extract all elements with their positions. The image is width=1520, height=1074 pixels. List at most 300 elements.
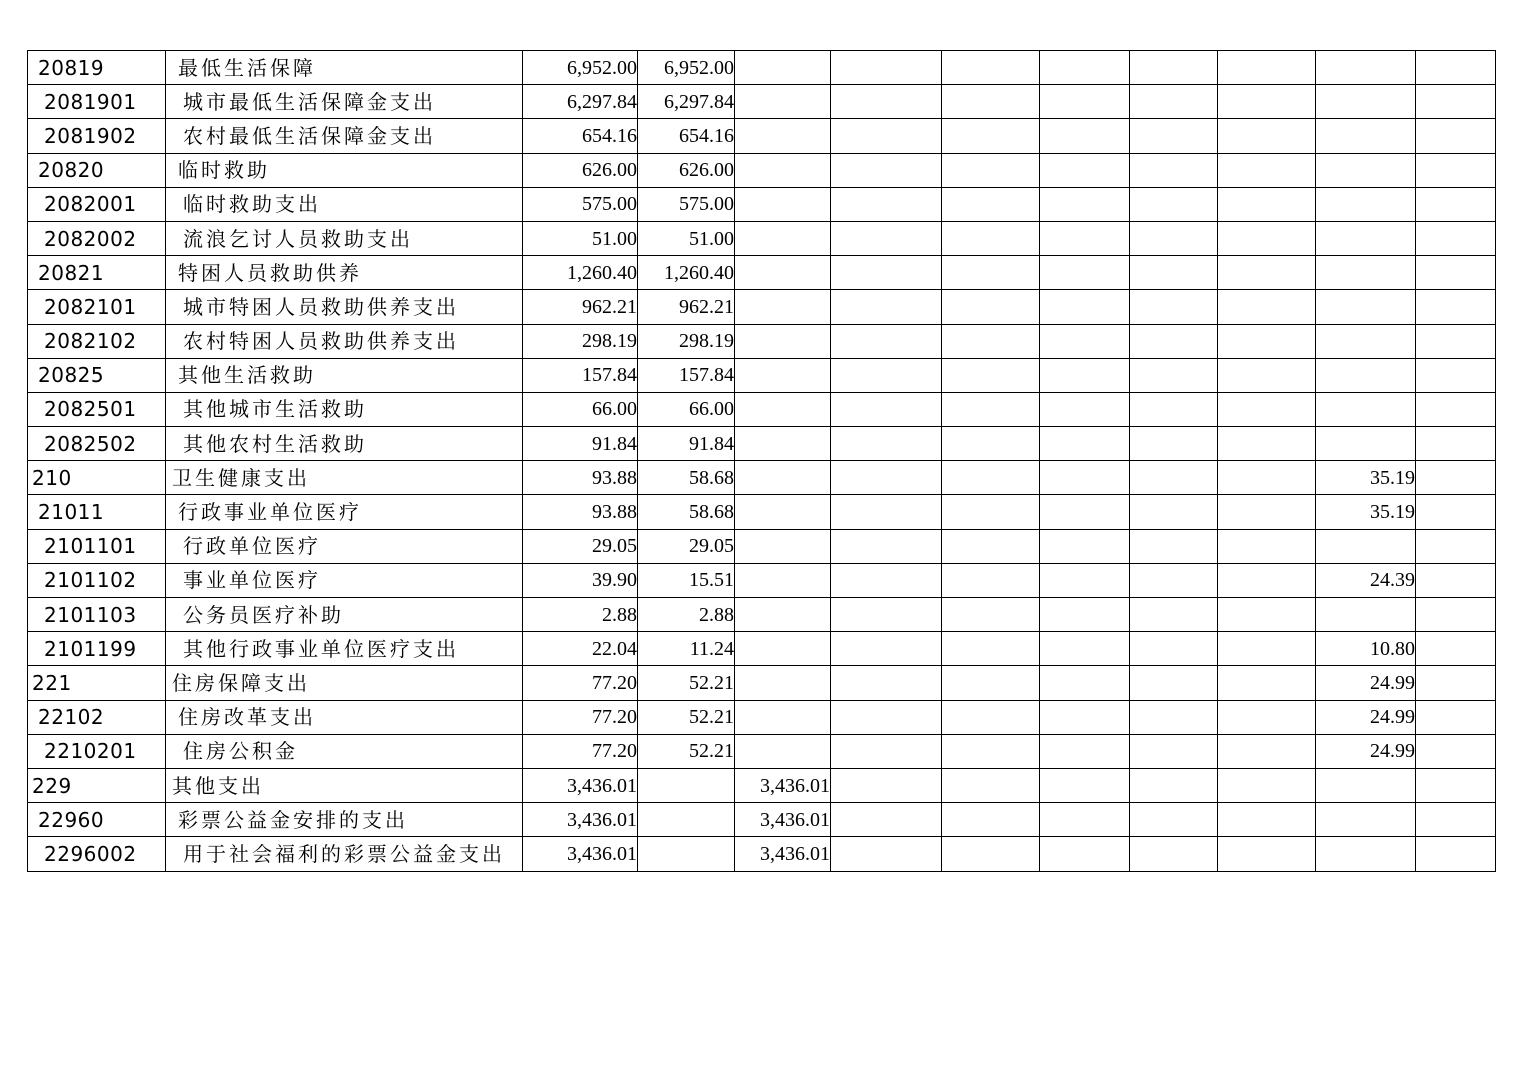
amount-cell xyxy=(1316,768,1416,802)
amount-cell xyxy=(831,598,942,632)
amount-cell: 3,436.01 xyxy=(735,803,831,837)
amount-cell xyxy=(942,256,1040,290)
amount-cell xyxy=(1218,632,1316,666)
amount-cell xyxy=(1130,632,1218,666)
amount-cell xyxy=(1130,153,1218,187)
amount-cell: 3,436.01 xyxy=(735,768,831,802)
amount-cell xyxy=(1130,119,1218,153)
amount-cell xyxy=(1218,392,1316,426)
amount-cell: 52.21 xyxy=(638,700,735,734)
amount-cell xyxy=(831,187,942,221)
amount-cell xyxy=(1040,700,1130,734)
amount-cell xyxy=(1130,700,1218,734)
amount-cell xyxy=(735,461,831,495)
subject-name-cell: 最低生活保障 xyxy=(166,51,523,85)
amount-cell xyxy=(1040,632,1130,666)
amount-cell xyxy=(942,495,1040,529)
amount-cell xyxy=(1316,803,1416,837)
subject-name-cell: 农村最低生活保障金支出 xyxy=(166,119,523,153)
table-row xyxy=(28,427,1496,461)
amount-cell: 3,436.01 xyxy=(523,803,638,837)
subject-code-cell: 229 xyxy=(28,768,166,802)
table-row xyxy=(28,153,1496,187)
amount-cell xyxy=(831,119,942,153)
amount-cell xyxy=(831,529,942,563)
amount-cell xyxy=(1130,256,1218,290)
subject-code-cell: 22960 xyxy=(28,803,166,837)
amount-cell xyxy=(1040,85,1130,119)
subject-code-cell: 21011 xyxy=(28,495,166,529)
amount-cell xyxy=(831,495,942,529)
table-row xyxy=(28,119,1496,153)
amount-cell xyxy=(1130,187,1218,221)
subject-name-cell: 临时救助 xyxy=(166,153,523,187)
amount-cell xyxy=(1218,221,1316,255)
amount-cell xyxy=(942,221,1040,255)
amount-cell: 77.20 xyxy=(523,700,638,734)
amount-cell xyxy=(831,51,942,85)
amount-cell: 3,436.01 xyxy=(735,837,831,871)
amount-cell xyxy=(831,803,942,837)
amount-cell xyxy=(1218,529,1316,563)
amount-cell xyxy=(942,290,1040,324)
amount-cell: 2.88 xyxy=(523,598,638,632)
table-row xyxy=(28,392,1496,426)
amount-cell xyxy=(1218,598,1316,632)
amount-cell xyxy=(735,153,831,187)
amount-cell: 10.80 xyxy=(1316,632,1416,666)
amount-cell xyxy=(942,51,1040,85)
amount-cell xyxy=(1130,221,1218,255)
amount-cell xyxy=(1416,51,1496,85)
amount-cell xyxy=(831,734,942,768)
amount-cell xyxy=(1316,51,1416,85)
amount-cell xyxy=(1040,187,1130,221)
amount-cell xyxy=(1416,495,1496,529)
amount-cell: 77.20 xyxy=(523,666,638,700)
amount-cell xyxy=(1040,153,1130,187)
amount-cell xyxy=(1040,461,1130,495)
amount-cell xyxy=(1316,153,1416,187)
amount-cell xyxy=(942,666,1040,700)
amount-cell xyxy=(942,187,1040,221)
amount-cell xyxy=(1416,290,1496,324)
amount-cell: 575.00 xyxy=(638,187,735,221)
amount-cell xyxy=(1130,324,1218,358)
amount-cell xyxy=(831,392,942,426)
amount-cell xyxy=(1218,768,1316,802)
amount-cell xyxy=(1040,563,1130,597)
amount-cell: 6,297.84 xyxy=(523,85,638,119)
amount-cell xyxy=(831,700,942,734)
subject-name-cell: 其他支出 xyxy=(166,768,523,802)
amount-cell xyxy=(1316,85,1416,119)
amount-cell xyxy=(1218,700,1316,734)
subject-code-cell: 221 xyxy=(28,666,166,700)
amount-cell xyxy=(735,734,831,768)
amount-cell: 3,436.01 xyxy=(523,837,638,871)
amount-cell xyxy=(831,461,942,495)
amount-cell xyxy=(735,392,831,426)
subject-code-cell: 2081901 xyxy=(28,85,166,119)
amount-cell xyxy=(1040,529,1130,563)
subject-code-cell: 20825 xyxy=(28,358,166,392)
subject-name-cell: 其他农村生活救助 xyxy=(166,427,523,461)
amount-cell: 298.19 xyxy=(523,324,638,358)
amount-cell: 575.00 xyxy=(523,187,638,221)
amount-cell xyxy=(1130,461,1218,495)
amount-cell xyxy=(1416,85,1496,119)
amount-cell: 654.16 xyxy=(523,119,638,153)
amount-cell: 24.39 xyxy=(1316,563,1416,597)
amount-cell xyxy=(1040,427,1130,461)
subject-code-cell: 2101199 xyxy=(28,632,166,666)
amount-cell xyxy=(1218,290,1316,324)
table-row xyxy=(28,529,1496,563)
subject-name-cell: 行政事业单位医疗 xyxy=(166,495,523,529)
amount-cell xyxy=(1416,153,1496,187)
amount-cell xyxy=(831,256,942,290)
subject-code-cell: 2296002 xyxy=(28,837,166,871)
amount-cell xyxy=(1316,119,1416,153)
amount-cell xyxy=(831,768,942,802)
amount-cell: 6,952.00 xyxy=(638,51,735,85)
amount-cell xyxy=(1218,119,1316,153)
amount-cell xyxy=(1416,392,1496,426)
table-row xyxy=(28,666,1496,700)
amount-cell: 35.19 xyxy=(1316,495,1416,529)
amount-cell xyxy=(1416,803,1496,837)
amount-cell xyxy=(1040,51,1130,85)
amount-cell xyxy=(1130,837,1218,871)
subject-code-cell: 2082001 xyxy=(28,187,166,221)
amount-cell xyxy=(1218,85,1316,119)
amount-cell xyxy=(1416,768,1496,802)
table-row xyxy=(28,461,1496,495)
amount-cell xyxy=(831,153,942,187)
amount-cell xyxy=(942,768,1040,802)
amount-cell xyxy=(942,598,1040,632)
amount-cell xyxy=(735,187,831,221)
subject-code-cell: 2101103 xyxy=(28,598,166,632)
subject-name-cell: 住房公积金 xyxy=(166,734,523,768)
amount-cell xyxy=(1040,119,1130,153)
amount-cell xyxy=(1040,666,1130,700)
subject-code-cell: 20819 xyxy=(28,51,166,85)
amount-cell xyxy=(1316,187,1416,221)
budget-table xyxy=(27,50,1496,872)
amount-cell xyxy=(1040,221,1130,255)
amount-cell xyxy=(1130,427,1218,461)
amount-cell xyxy=(1416,221,1496,255)
amount-cell xyxy=(1040,495,1130,529)
subject-name-cell: 其他生活救助 xyxy=(166,358,523,392)
amount-cell: 3,436.01 xyxy=(523,768,638,802)
subject-code-cell: 2082002 xyxy=(28,221,166,255)
subject-code-cell: 2081902 xyxy=(28,119,166,153)
amount-cell xyxy=(1218,495,1316,529)
amount-cell xyxy=(735,256,831,290)
subject-code-cell: 20820 xyxy=(28,153,166,187)
amount-cell xyxy=(735,598,831,632)
amount-cell xyxy=(942,358,1040,392)
amount-cell xyxy=(1040,358,1130,392)
amount-cell: 66.00 xyxy=(638,392,735,426)
amount-cell xyxy=(942,153,1040,187)
subject-name-cell: 流浪乞讨人员救助支出 xyxy=(166,221,523,255)
subject-name-cell: 住房改革支出 xyxy=(166,700,523,734)
table-row xyxy=(28,85,1496,119)
amount-cell xyxy=(831,563,942,597)
amount-cell xyxy=(1040,598,1130,632)
amount-cell xyxy=(1130,803,1218,837)
amount-cell xyxy=(1040,392,1130,426)
amount-cell xyxy=(1130,358,1218,392)
subject-name-cell: 用于社会福利的彩票公益金支出 xyxy=(166,837,523,871)
subject-code-cell: 210 xyxy=(28,461,166,495)
amount-cell xyxy=(1218,734,1316,768)
subject-name-cell: 城市最低生活保障金支出 xyxy=(166,85,523,119)
amount-cell xyxy=(1218,427,1316,461)
amount-cell xyxy=(942,324,1040,358)
table-row xyxy=(28,221,1496,255)
amount-cell xyxy=(1316,427,1416,461)
amount-cell: 51.00 xyxy=(638,221,735,255)
amount-cell: 58.68 xyxy=(638,461,735,495)
amount-cell xyxy=(1416,700,1496,734)
amount-cell xyxy=(831,837,942,871)
amount-cell xyxy=(942,392,1040,426)
amount-cell xyxy=(1130,290,1218,324)
amount-cell xyxy=(735,427,831,461)
subject-name-cell: 农村特困人员救助供养支出 xyxy=(166,324,523,358)
subject-name-cell: 行政单位医疗 xyxy=(166,529,523,563)
amount-cell xyxy=(735,51,831,85)
amount-cell xyxy=(1130,392,1218,426)
amount-cell: 2.88 xyxy=(638,598,735,632)
subject-name-cell: 住房保障支出 xyxy=(166,666,523,700)
amount-cell xyxy=(1416,529,1496,563)
amount-cell xyxy=(1130,563,1218,597)
amount-cell xyxy=(1316,358,1416,392)
amount-cell: 15.51 xyxy=(638,563,735,597)
amount-cell: 77.20 xyxy=(523,734,638,768)
table-row xyxy=(28,358,1496,392)
amount-cell xyxy=(942,734,1040,768)
amount-cell xyxy=(1416,666,1496,700)
amount-cell: 24.99 xyxy=(1316,700,1416,734)
amount-cell xyxy=(735,563,831,597)
subject-name-cell: 彩票公益金安排的支出 xyxy=(166,803,523,837)
amount-cell xyxy=(831,427,942,461)
subject-code-cell: 2082102 xyxy=(28,324,166,358)
amount-cell: 654.16 xyxy=(638,119,735,153)
amount-cell xyxy=(831,358,942,392)
amount-cell xyxy=(1416,837,1496,871)
amount-cell xyxy=(1316,598,1416,632)
amount-cell: 1,260.40 xyxy=(523,256,638,290)
amount-cell xyxy=(735,666,831,700)
amount-cell xyxy=(1040,324,1130,358)
amount-cell: 39.90 xyxy=(523,563,638,597)
amount-cell xyxy=(1316,290,1416,324)
amount-cell xyxy=(831,632,942,666)
amount-cell xyxy=(735,119,831,153)
amount-cell: 93.88 xyxy=(523,461,638,495)
amount-cell xyxy=(942,632,1040,666)
subject-code-cell: 2101102 xyxy=(28,563,166,597)
amount-cell xyxy=(831,290,942,324)
amount-cell xyxy=(1218,187,1316,221)
amount-cell xyxy=(735,700,831,734)
amount-cell xyxy=(942,85,1040,119)
amount-cell xyxy=(1040,837,1130,871)
amount-cell xyxy=(1218,803,1316,837)
amount-cell: 962.21 xyxy=(638,290,735,324)
subject-name-cell: 其他城市生活救助 xyxy=(166,392,523,426)
amount-cell xyxy=(1416,734,1496,768)
table-row xyxy=(28,256,1496,290)
amount-cell: 11.24 xyxy=(638,632,735,666)
amount-cell xyxy=(1218,461,1316,495)
subject-code-cell: 22102 xyxy=(28,700,166,734)
amount-cell: 298.19 xyxy=(638,324,735,358)
amount-cell xyxy=(942,700,1040,734)
subject-name-cell: 特困人员救助供养 xyxy=(166,256,523,290)
amount-cell xyxy=(735,632,831,666)
amount-cell xyxy=(735,85,831,119)
amount-cell: 626.00 xyxy=(523,153,638,187)
amount-cell: 29.05 xyxy=(523,529,638,563)
amount-cell xyxy=(1416,427,1496,461)
table-row xyxy=(28,734,1496,768)
amount-cell xyxy=(1316,529,1416,563)
amount-cell xyxy=(1416,632,1496,666)
amount-cell: 24.99 xyxy=(1316,666,1416,700)
amount-cell xyxy=(1416,598,1496,632)
amount-cell: 22.04 xyxy=(523,632,638,666)
amount-cell xyxy=(1218,837,1316,871)
amount-cell xyxy=(1040,768,1130,802)
table-row xyxy=(28,495,1496,529)
table-row xyxy=(28,837,1496,871)
amount-cell xyxy=(1130,598,1218,632)
amount-cell: 52.21 xyxy=(638,734,735,768)
amount-cell xyxy=(1416,358,1496,392)
amount-cell xyxy=(1130,85,1218,119)
amount-cell: 6,297.84 xyxy=(638,85,735,119)
amount-cell xyxy=(942,837,1040,871)
amount-cell xyxy=(735,290,831,324)
table-row xyxy=(28,290,1496,324)
table-row xyxy=(28,563,1496,597)
amount-cell xyxy=(638,803,735,837)
subject-name-cell: 公务员医疗补助 xyxy=(166,598,523,632)
amount-cell xyxy=(1316,392,1416,426)
amount-cell xyxy=(1040,290,1130,324)
amount-cell xyxy=(1416,563,1496,597)
table-row xyxy=(28,51,1496,85)
amount-cell xyxy=(1218,358,1316,392)
amount-cell xyxy=(1316,256,1416,290)
amount-cell: 52.21 xyxy=(638,666,735,700)
subject-name-cell: 卫生健康支出 xyxy=(166,461,523,495)
amount-cell: 35.19 xyxy=(1316,461,1416,495)
subject-name-cell: 临时救助支出 xyxy=(166,187,523,221)
table-row xyxy=(28,803,1496,837)
amount-cell: 24.99 xyxy=(1316,734,1416,768)
amount-cell xyxy=(1218,324,1316,358)
amount-cell xyxy=(942,803,1040,837)
amount-cell xyxy=(1040,734,1130,768)
table-row xyxy=(28,324,1496,358)
table-body xyxy=(28,51,1496,872)
subject-name-cell: 城市特困人员救助供养支出 xyxy=(166,290,523,324)
amount-cell: 66.00 xyxy=(523,392,638,426)
table-row xyxy=(28,768,1496,802)
amount-cell xyxy=(1130,51,1218,85)
amount-cell xyxy=(1130,734,1218,768)
amount-cell xyxy=(1416,324,1496,358)
amount-cell xyxy=(1416,187,1496,221)
amount-cell xyxy=(942,427,1040,461)
table-row xyxy=(28,187,1496,221)
amount-cell xyxy=(1416,256,1496,290)
subject-code-cell: 2082502 xyxy=(28,427,166,461)
amount-cell: 962.21 xyxy=(523,290,638,324)
amount-cell xyxy=(1416,119,1496,153)
amount-cell xyxy=(1218,153,1316,187)
amount-cell xyxy=(735,495,831,529)
amount-cell xyxy=(942,119,1040,153)
amount-cell xyxy=(942,563,1040,597)
amount-cell xyxy=(1218,256,1316,290)
subject-code-cell: 2101101 xyxy=(28,529,166,563)
amount-cell xyxy=(1040,256,1130,290)
amount-cell: 157.84 xyxy=(638,358,735,392)
amount-cell xyxy=(1218,51,1316,85)
amount-cell xyxy=(1316,221,1416,255)
subject-name-cell: 其他行政事业单位医疗支出 xyxy=(166,632,523,666)
amount-cell xyxy=(735,529,831,563)
subject-name-cell: 事业单位医疗 xyxy=(166,563,523,597)
amount-cell xyxy=(1416,461,1496,495)
amount-cell xyxy=(1040,803,1130,837)
amount-cell: 91.84 xyxy=(523,427,638,461)
amount-cell xyxy=(1218,563,1316,597)
subject-code-cell: 2210201 xyxy=(28,734,166,768)
amount-cell xyxy=(1316,837,1416,871)
amount-cell: 6,952.00 xyxy=(523,51,638,85)
amount-cell xyxy=(831,666,942,700)
amount-cell xyxy=(1130,768,1218,802)
amount-cell xyxy=(638,768,735,802)
amount-cell: 29.05 xyxy=(638,529,735,563)
amount-cell: 157.84 xyxy=(523,358,638,392)
amount-cell xyxy=(1130,495,1218,529)
amount-cell xyxy=(831,85,942,119)
amount-cell xyxy=(1218,666,1316,700)
amount-cell xyxy=(831,324,942,358)
table-row xyxy=(28,700,1496,734)
amount-cell: 93.88 xyxy=(523,495,638,529)
amount-cell xyxy=(638,837,735,871)
amount-cell xyxy=(735,324,831,358)
amount-cell xyxy=(1130,666,1218,700)
amount-cell: 51.00 xyxy=(523,221,638,255)
amount-cell xyxy=(735,358,831,392)
amount-cell: 1,260.40 xyxy=(638,256,735,290)
